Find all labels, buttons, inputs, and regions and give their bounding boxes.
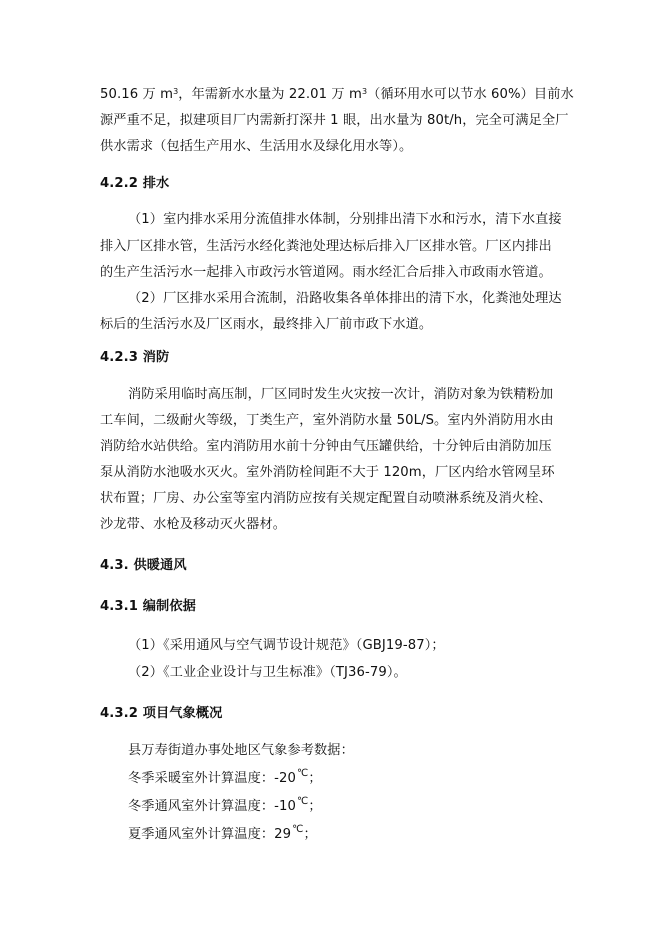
climate-label: 夏季通风室外计算温度： — [128, 827, 275, 842]
degree-unit: ℃ — [292, 824, 304, 835]
paragraph-line: 供水需求（包括生产用水、生活用水及绿化用水等）。 — [100, 139, 413, 154]
punctuation: ； — [308, 799, 322, 814]
section-heading-4-2-2: 4.2.2 排水 — [100, 176, 170, 191]
degree-unit: ℃ — [297, 768, 309, 779]
text-run: ，年需新水水量为 22.01 万 m — [178, 87, 362, 102]
climate-value: 29 — [274, 827, 292, 842]
paragraph-line: 源严重不足，拟建项目厂内需新打深井 1 眼，出水量为 80t/h，完全可满足全厂 — [100, 113, 569, 128]
paragraph-line: 消防给水站供给。室内消防用水前十分钟由气压罐供给，十分钟后由消防加压 — [100, 439, 552, 454]
paragraph-line: 泵从消防水池吸水灭火。室外消防栓间距不大于 120m，厂区内给水管网呈环 — [100, 465, 555, 480]
section-heading-4-2-3: 4.2.3 消防 — [100, 350, 170, 365]
punctuation: ； — [303, 827, 317, 842]
paragraph-line: 标后的生活污水及厂区雨水，最终排入厂前市政下水道。 — [100, 317, 433, 332]
punctuation: ； — [308, 771, 322, 786]
paragraph-line: （1）室内排水采用分流值排水体制，分别排出清下水和污水，清下水直接 — [128, 212, 562, 227]
text-run: 50.16 万 m — [100, 87, 174, 102]
section-heading-4-3-2: 4.3.2 项目气象概况 — [100, 706, 223, 721]
section-heading-4-3-1: 4.3.1 编制依据 — [100, 599, 196, 614]
paragraph-line: （2）厂区排水采用合流制，沿路收集各单体排出的清下水，化粪池处理达 — [128, 291, 562, 306]
climate-row — [128, 769, 322, 789]
climate-row — [128, 797, 322, 817]
superscript: 3 — [173, 87, 179, 96]
paragraph-line: 状布置；厂房、办公室等室内消防应按有关规定配置自动喷淋系统及消火栓、 — [100, 491, 552, 506]
paragraph-line: 消防采用临时高压制，厂区同时发生火灾按一次计，消防对象为铁精粉加 — [128, 387, 554, 402]
paragraph-line: 县万寿街道办事处地区气象参考数据： — [128, 743, 354, 758]
paragraph-line: 工车间，二级耐火等级，丁类生产，室外消防水量 50L/S。室内外消防用水由 — [100, 413, 554, 428]
climate-value: -20 — [274, 771, 297, 786]
climate-label: 冬季通风室外计算温度： — [128, 799, 275, 814]
paragraph-line — [100, 85, 574, 105]
paragraph-line: 的生产生活污水一起排入市政污水管道网。雨水经汇合后排入市政雨水管道。 — [100, 265, 552, 280]
section-heading-4-3: 4.3. 供暖通风 — [100, 558, 187, 573]
text-run: （循环用水可以节水 60%）目前水 — [367, 87, 574, 102]
superscript: 3 — [361, 87, 368, 96]
reference-item: （2）《工业企业设计与卫生标准》（TJ36-79）。 — [128, 665, 407, 680]
climate-row — [128, 825, 317, 845]
paragraph-line: 沙龙带、水枪及移动灭火器材。 — [100, 517, 287, 532]
degree-unit: ℃ — [297, 796, 309, 807]
climate-value: -10 — [274, 799, 297, 814]
climate-label: 冬季采暖室外计算温度： — [128, 771, 275, 786]
reference-item: （1）《采用通风与空气调节设计规范》（GBJ19-87）； — [128, 638, 445, 653]
paragraph-line: 排入厂区排水管，生活污水经化粪池处理达标后排入厂区排水管。厂区内排出 — [100, 239, 552, 254]
